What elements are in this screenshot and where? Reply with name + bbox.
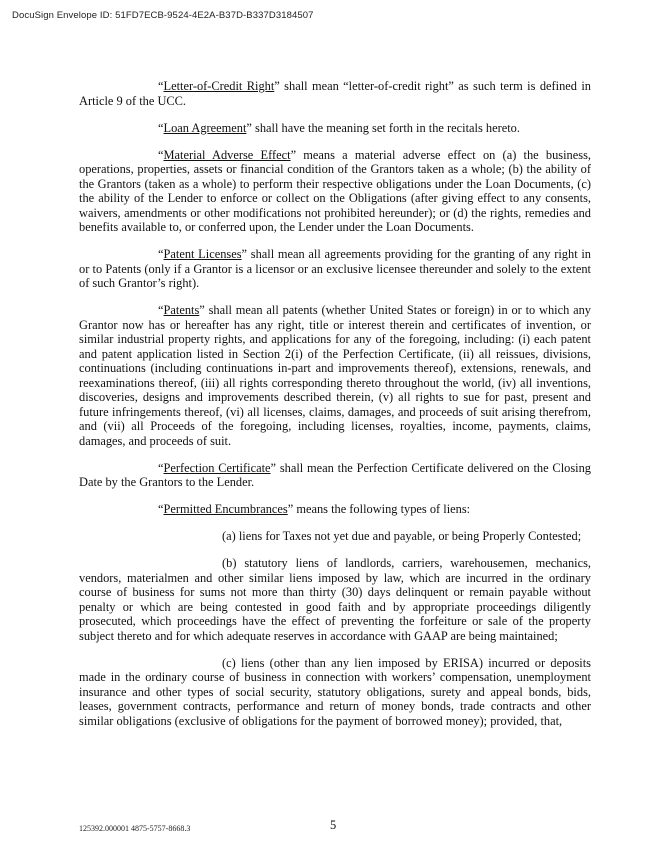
lien-item-c: (c) liens (other than any lien imposed by ERISA) incurred or deposits made in the ordinary course of business in connection with workers’ compensation, unemployment insurance and other types of social security, statutory obligations, surety and appeal bonds, bids, leases, government contracts, performance and return of money bonds, trade contracts and other similar obligations (exclusive of obligations for the payment of borrowed money); provided, that,	[79, 655, 591, 728]
defined-term: Perfection Certificate	[163, 460, 271, 475]
document-body	[79, 79, 591, 741]
defined-term: Loan Agreement	[163, 120, 247, 135]
definition-letter-of-credit-right: “Letter-of-Credit Right” shall mean “letter-of-credit right” as such term is defined in Article 9 of the UCC.	[79, 79, 591, 108]
definition-patent-licenses: “Patent Licenses” shall mean all agreements providing for the granting of any right in or to Patents (only if a Grantor is a licensor or an exclusive licensee thereunder and solely to the extent of such Grantor’s right).	[79, 247, 591, 290]
lien-item-a: (a) liens for Taxes not yet due and payable, or being Properly Contested;	[222, 529, 582, 543]
definition-patents: “Patents” shall mean all patents (whether United States or foreign) in or to which any Grantor now has or hereafter has any right, title or interest therein and certificates of invention, or similar industrial property rights, and applications for any of the foregoing, including: (i) each patent and patent application listed in Section 2(i) of the Perfection Certificate, (ii) all reissues, divisions, continuations (including continuations in-part and improvements thereof), extensions, renewals, and reexaminations thereof, (iii) all rights corresponding thereto throughout the world, (iv) all inventions, discoveries, designs and improvements described therein, (v) all rights to sue for past, present and future infringements thereof, (vi) all licenses, claims, damages, and proceeds of suit arising therefrom, and (vii) all Proceeds of the foregoing, including licenses, royalties, income, payments, claims, damages, and proceeds of suit.	[79, 303, 591, 448]
definition-text: ” shall mean all agreements providing for the granting of any right in or to Patents (only if a Grantor is a licensor or an exclusive licensee thereunder and solely to the extent of such Grantor’s right).	[79, 247, 591, 290]
definition-text: ” shall mean “letter-of-credit right” as such term is defined in Article 9 of the UCC.	[79, 79, 591, 108]
defined-term: Patents	[163, 303, 200, 317]
definition-material-adverse-effect: “Material Adverse Effect” means a material adverse effect on (a) the business, operations, properties, assets or financial condition of the Grantors taken as a whole; (b) the ability of the Grantors (taken as a whole) to perform their respective obligations under the Loan Documents, (c) the ability of the Lender to enforce or collect on the Obligations (after giving effect to any consents, waivers, amendments or other modifications not prohibited hereunder); or (d) the rights, remedies and benefits available to, or conferred upon, the Lender under the Loan Documents.	[79, 147, 591, 234]
definition-perfection-certificate: “Perfection Certificate” shall mean the Perfection Certificate delivered on the Closing Date by the Grantors to the Lender.	[79, 460, 591, 489]
defined-term: Patent Licenses	[163, 247, 242, 261]
definition-permitted-encumbrances: “Permitted Encumbrances” means the following types of liens:	[158, 502, 471, 516]
definition-loan-agreement: “Loan Agreement” shall have the meaning set forth in the recitals hereto.	[158, 120, 520, 135]
defined-term: Letter-of-Credit Right	[163, 79, 275, 93]
definition-text: ” shall mean all patents (whether United States or foreign) in or to which any Grantor now has or hereafter has any right, title or interest therein and certificates of invention, or similar industrial property rights, and applications for any of the foregoing, including: (i) each patent and patent application listed in Section 2(i) of the Perfection Certificate, (ii) all reissues, divisions, continuations (including continuations in-part and improvements thereof), extensions, renewals, and reexaminations thereof, (iii) all rights corresponding thereto throughout the world, (iv) all inventions, discoveries, designs and improvements described therein, (v) all rights to sue for past, present and future infringements thereof, (vi) all licenses, claims, damages, and proceeds of suit arising therefrom, and (vii) all Proceeds of the foregoing, including licenses, royalties, income, payments, claims, damages, and proceeds of suit.	[79, 303, 591, 448]
definition-text: ” shall have the meaning set forth in the recitals hereto.	[246, 120, 520, 135]
document-reference: 125392.000001 4875-5757-8668.3	[79, 824, 191, 833]
lien-item-b: (b) statutory liens of landlords, carriers, warehousemen, mechanics, vendors, materialmen and other similar liens imposed by law, which are incurred in the ordinary course of business for sums not more than thirty (30) days delinquent or remain payable without penalty or which are being contested in good faith and by appropriate proceedings diligently prosecuted, which proceedings have the effect of preventing the forfeiture or sale of the property subject thereto and for which adequate reserves in accordance with GAAP are being maintained;	[79, 556, 591, 643]
docusign-envelope-id: DocuSign Envelope ID: 51FD7ECB-9524-4E2A-B37D-B337D3184507	[12, 10, 314, 21]
page-number: 5	[330, 818, 337, 832]
definition-text: ” means the following types of liens:	[287, 502, 471, 516]
defined-term: Permitted Encumbrances	[163, 502, 288, 516]
definition-text: ” shall mean the Perfection Certificate delivered on the Closing Date by the Grantors to the Lender.	[79, 460, 591, 489]
defined-term: Material Adverse Effect	[163, 147, 291, 162]
definition-text: ” means a material adverse effect on (a) the business, operations, properties, assets or financial condition of the Grantors taken as a whole; (b) the ability of the Grantors (taken as a whole) to perform their respective obligations under the Loan Documents, (c) the ability of the Lender to enforce or collect on the Obligations (after giving effect to any consents, waivers, amendments or other modifications not prohibited hereunder); or (d) the rights, remedies and benefits available to, or conferred upon, the Lender under the Loan Documents.	[79, 147, 591, 234]
